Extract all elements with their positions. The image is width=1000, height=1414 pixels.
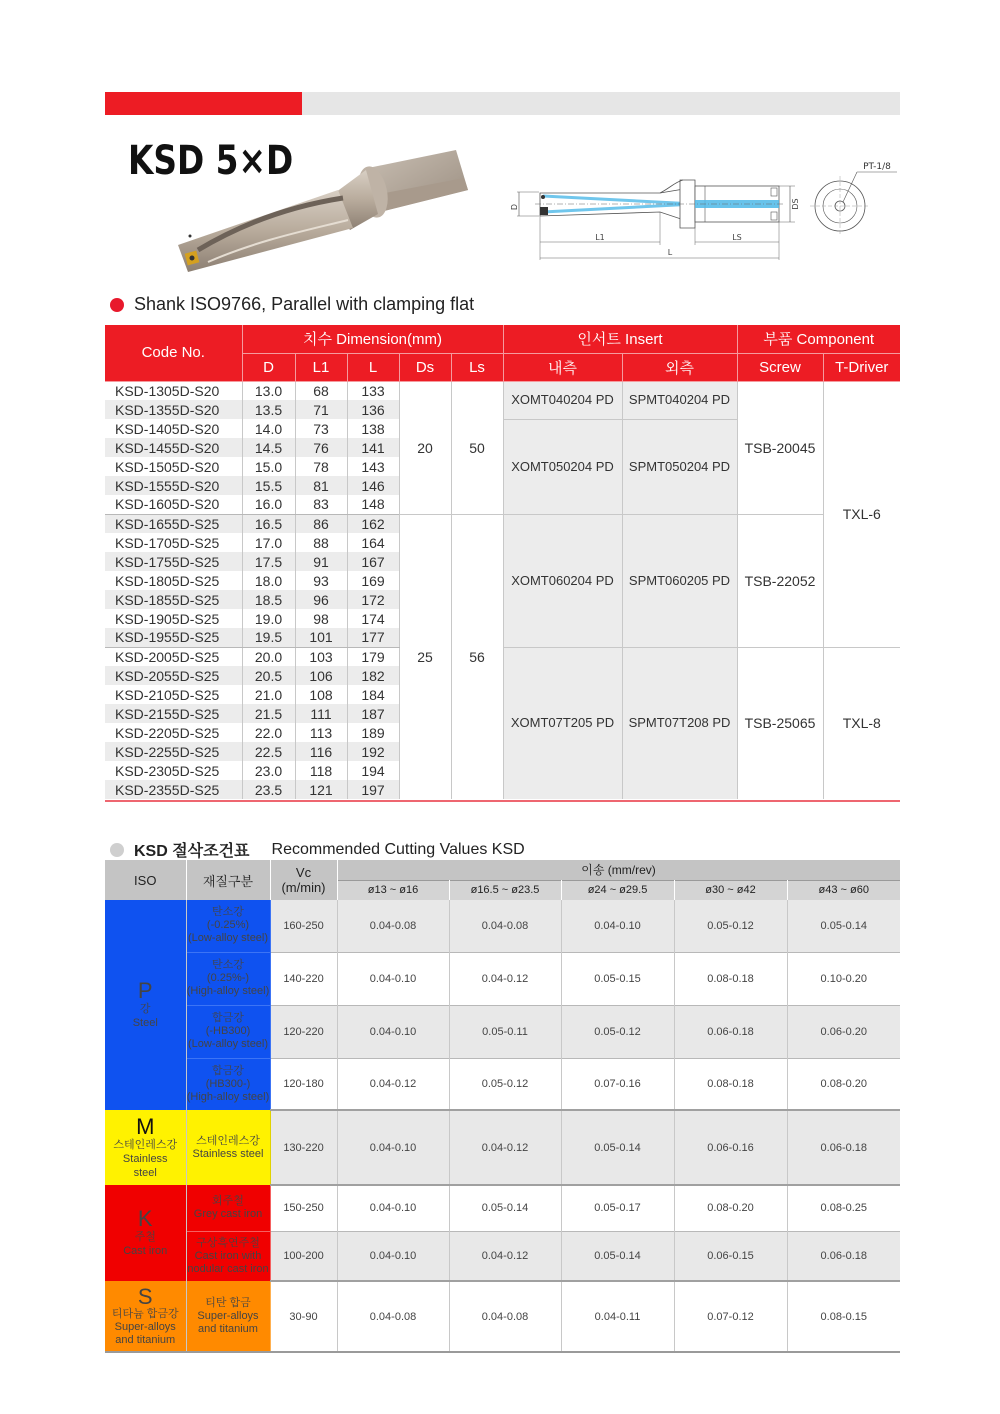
cell-l1: 113 — [295, 723, 347, 742]
material-eng: Stainless steel — [192, 1147, 264, 1160]
col-driver: T-Driver — [823, 353, 900, 381]
cell-feed: 0.08-0.20 — [674, 1185, 787, 1231]
spec-section-heading — [110, 294, 474, 315]
cell-l1: 81 — [295, 476, 347, 495]
cutting-section-title-kor: KSD 절삭조건표 — [134, 843, 250, 860]
cell-feed: 0.08-0.20 — [787, 1058, 900, 1110]
col-group-component: 부품 Component — [737, 325, 900, 353]
col-inner: 내측 — [503, 353, 622, 381]
cell-feed: 0.05-0.12 — [561, 1005, 674, 1058]
cutting-table — [105, 860, 901, 1351]
cell-feed: 0.04-0.11 — [561, 1281, 674, 1351]
cell-l: 172 — [347, 590, 399, 609]
material-eng: nodular cast iron — [187, 1262, 269, 1275]
cell-code: KSD-1855D-S25 — [105, 590, 242, 609]
material-cell — [186, 1110, 270, 1185]
cell-l1: 108 — [295, 685, 347, 704]
cell-vc: 120-220 — [270, 1005, 337, 1058]
cell-l: 189 — [347, 723, 399, 742]
iso-letter: K — [137, 1206, 153, 1231]
material-eng: Grey cast iron — [193, 1207, 263, 1220]
cell-feed: 0.10-0.20 — [787, 952, 900, 1005]
material-eng: (High-alloy steel) — [186, 985, 270, 997]
col-iso: ISO — [105, 860, 186, 900]
cell-code: KSD-2205D-S25 — [105, 723, 242, 742]
cell-feed: 0.05-0.15 — [561, 952, 674, 1005]
material-eng: (High-alloy steel) — [186, 1090, 270, 1103]
cell-code: KSD-1705D-S25 — [105, 533, 242, 552]
cell-code: KSD-2255D-S25 — [105, 742, 242, 761]
cell-code: KSD-2105D-S25 — [105, 685, 242, 704]
material-kor: 티탄 합금 — [205, 1296, 251, 1309]
cell-feed: 0.04-0.08 — [337, 1281, 449, 1351]
cell-insert-outer: SPMT060205 PD — [622, 514, 737, 647]
cell-feed: 0.04-0.08 — [337, 900, 449, 952]
material-cell — [186, 1058, 270, 1110]
iso-group-m — [105, 1110, 186, 1185]
cell-feed: 0.04-0.12 — [449, 1110, 561, 1185]
cell-d: 18.0 — [242, 571, 295, 590]
cell-l: 194 — [347, 761, 399, 780]
cell-insert-inner: XOMT040204 PD — [503, 381, 622, 419]
col-range-1: ø13 ~ ø16 — [337, 880, 449, 900]
cell-insert-outer: SPMT050204 PD — [622, 419, 737, 514]
material-cell — [186, 1185, 270, 1231]
cell-code: KSD-1655D-S25 — [105, 514, 242, 533]
cell-code: KSD-1605D-S20 — [105, 495, 242, 514]
col-range-2: ø16.5 ~ ø23.5 — [449, 880, 561, 900]
col-outer: 외측 — [622, 353, 737, 381]
material-kor: 합금강 — [212, 1012, 244, 1024]
cell-feed: 0.08-0.18 — [674, 952, 787, 1005]
cell-code: KSD-1305D-S20 — [105, 381, 242, 400]
iso-letter: M — [136, 1113, 155, 1139]
cell-screw: TSB-20045 — [737, 381, 823, 514]
cell-l1: 121 — [295, 780, 347, 799]
cell-code: KSD-1905D-S25 — [105, 609, 242, 628]
cell-screw: TSB-22052 — [737, 514, 823, 647]
col-material: 재질구분 — [186, 860, 270, 900]
cell-d: 17.5 — [242, 552, 295, 571]
cell-vc: 130-220 — [270, 1110, 337, 1185]
cell-d: 20.0 — [242, 647, 295, 666]
spec-table-bottom-rule — [105, 800, 900, 802]
cutting-section-title-eng: Recommended Cutting Values KSD — [271, 840, 525, 858]
cell-l: 179 — [347, 647, 399, 666]
spec-section-title: Shank ISO9766, Parallel with clamping flat — [134, 294, 475, 314]
page-title: KSD 5×D — [128, 138, 294, 184]
cell-l1: 71 — [295, 400, 347, 419]
iso-group-s — [105, 1281, 186, 1351]
cell-l: 146 — [347, 476, 399, 495]
cell-d: 15.0 — [242, 457, 295, 476]
cell-l1: 96 — [295, 590, 347, 609]
cell-code: KSD-1455D-S20 — [105, 438, 242, 457]
cell-feed: 0.08-0.15 — [787, 1281, 900, 1351]
col-vc-label: Vc — [295, 865, 312, 880]
cell-d: 22.5 — [242, 742, 295, 761]
cell-feed: 0.06-0.20 — [787, 1005, 900, 1058]
cell-driver: TXL-8 — [823, 647, 900, 799]
cell-l: 169 — [347, 571, 399, 590]
dim-l1-label: L1 — [595, 233, 605, 242]
cell-l: 177 — [347, 628, 399, 647]
cell-feed: 0.06-0.16 — [674, 1110, 787, 1185]
cell-l1: 91 — [295, 552, 347, 571]
cell-d: 20.5 — [242, 666, 295, 685]
cell-driver: TXL-6 — [823, 381, 900, 647]
cell-l: 192 — [347, 742, 399, 761]
material-cell — [186, 1005, 270, 1058]
iso-kor: 강 — [139, 1003, 151, 1015]
cell-feed: 0.04-0.12 — [449, 1231, 561, 1281]
cell-feed: 0.06-0.15 — [674, 1231, 787, 1281]
material-kor: 합금강 — [212, 1064, 244, 1077]
cell-d: 21.0 — [242, 685, 295, 704]
material-spec: (-0.25%) — [206, 919, 250, 932]
cell-l: 141 — [347, 438, 399, 457]
material-kor: 회주철 — [212, 1194, 244, 1207]
cell-insert-outer: SPMT040204 PD — [622, 381, 737, 419]
cutting-table-bottom-rule — [105, 1351, 900, 1353]
iso-kor: 스테인레스강 — [113, 1138, 178, 1151]
cell-d: 17.0 — [242, 533, 295, 552]
cell-feed: 0.05-0.14 — [561, 1231, 674, 1281]
cell-feed: 0.05-0.14 — [561, 1110, 674, 1185]
iso-kor: 주철 — [134, 1231, 156, 1243]
cell-code: KSD-2055D-S25 — [105, 666, 242, 685]
cell-l1: 101 — [295, 628, 347, 647]
cell-feed: 0.04-0.08 — [449, 1281, 561, 1351]
iso-group-k — [105, 1185, 186, 1281]
col-range-3: ø24 ~ ø29.5 — [561, 880, 674, 900]
material-kor: 탄소강 — [212, 906, 244, 919]
cell-l1: 116 — [295, 742, 347, 761]
iso-eng: and titanium — [115, 1333, 176, 1346]
cell-feed: 0.04-0.08 — [449, 900, 561, 952]
cell-code: KSD-1555D-S20 — [105, 476, 242, 495]
cell-feed: 0.05-0.12 — [449, 1058, 561, 1110]
cell-feed: 0.07-0.12 — [674, 1281, 787, 1351]
spec-table — [105, 325, 900, 799]
cell-code: KSD-1955D-S25 — [105, 628, 242, 647]
cell-code: KSD-1405D-S20 — [105, 419, 242, 438]
iso-letter: P — [137, 978, 153, 1003]
cell-code: KSD-2355D-S25 — [105, 780, 242, 799]
material-eng: (Low-alloy steel) — [187, 1038, 269, 1050]
cell-l: 136 — [347, 400, 399, 419]
col-group-insert: 인서트 Insert — [503, 325, 737, 353]
drill-product-image — [178, 150, 468, 275]
cell-d: 23.0 — [242, 761, 295, 780]
cell-ls: 56 — [451, 514, 503, 799]
cell-feed: 0.05-0.11 — [449, 1005, 561, 1058]
cell-feed: 0.04-0.12 — [449, 952, 561, 1005]
cell-l1: 68 — [295, 381, 347, 400]
cell-d: 16.0 — [242, 495, 295, 514]
material-kor: 탄소강 — [212, 959, 244, 971]
cell-feed: 0.08-0.18 — [674, 1058, 787, 1110]
cell-vc: 150-250 — [270, 1185, 337, 1231]
cell-feed: 0.06-0.18 — [787, 1110, 900, 1185]
cell-code: KSD-1755D-S25 — [105, 552, 242, 571]
cell-code: KSD-1505D-S20 — [105, 457, 242, 476]
pt-label: PT-1/8 — [863, 162, 891, 172]
material-eng: Cast iron with — [194, 1249, 262, 1262]
col-ls: Ls — [451, 353, 503, 381]
col-code: Code No. — [105, 325, 242, 381]
dim-ds-label: DS — [791, 198, 800, 210]
col-group-feed: 이송 (mm/rev) — [337, 860, 900, 880]
cell-screw: TSB-25065 — [737, 647, 823, 799]
cell-vc: 160-250 — [270, 900, 337, 952]
cell-insert-inner: XOMT07T205 PD — [503, 647, 622, 799]
dim-l-label: L — [667, 248, 673, 257]
cell-l1: 106 — [295, 666, 347, 685]
cell-insert-inner: XOMT060204 PD — [503, 514, 622, 647]
col-vc-unit: (m/min) — [281, 880, 326, 895]
material-kor: 구상흑연주철 — [196, 1236, 260, 1249]
cell-ds: 20 — [399, 381, 451, 514]
cell-feed: 0.05-0.14 — [449, 1185, 561, 1231]
iso-group-p — [105, 900, 186, 1110]
cell-d: 13.0 — [242, 381, 295, 400]
cell-feed: 0.05-0.14 — [787, 900, 900, 952]
cell-d: 19.0 — [242, 609, 295, 628]
cell-vc: 100-200 — [270, 1231, 337, 1281]
col-screw: Screw — [737, 353, 823, 381]
cell-d: 15.5 — [242, 476, 295, 495]
col-group-dimension: 치수 Dimension(mm) — [242, 325, 503, 353]
dim-d-label: D — [510, 203, 519, 211]
top-accent-bar — [105, 92, 900, 115]
cell-l: 174 — [347, 609, 399, 628]
cell-l1: 88 — [295, 533, 347, 552]
col-vc — [270, 860, 337, 900]
cell-feed: 0.04-0.12 — [337, 1058, 449, 1110]
cell-l: 167 — [347, 552, 399, 571]
col-ds: Ds — [399, 353, 451, 381]
cell-vc: 140-220 — [270, 952, 337, 1005]
cell-vc: 30-90 — [270, 1281, 337, 1351]
cell-d: 19.5 — [242, 628, 295, 647]
material-kor: 스테인레스강 — [196, 1134, 260, 1147]
cell-l1: 103 — [295, 647, 347, 666]
cell-feed: 0.05-0.12 — [674, 900, 787, 952]
cell-feed: 0.08-0.25 — [787, 1185, 900, 1231]
cell-l: 138 — [347, 419, 399, 438]
cell-ls: 50 — [451, 381, 503, 514]
col-d: D — [242, 353, 295, 381]
cell-vc: 120-180 — [270, 1058, 337, 1110]
cell-d: 22.0 — [242, 723, 295, 742]
material-cell — [186, 900, 270, 952]
iso-eng: Stainless — [122, 1152, 168, 1165]
cell-feed: 0.06-0.18 — [674, 1005, 787, 1058]
material-cell — [186, 1281, 270, 1351]
cell-l1: 98 — [295, 609, 347, 628]
col-range-4: ø30 ~ ø42 — [674, 880, 787, 900]
cell-insert-inner: XOMT050204 PD — [503, 419, 622, 514]
material-eng: (Low-alloy steel) — [187, 932, 269, 945]
cell-ds: 25 — [399, 514, 451, 799]
cell-l1: 86 — [295, 514, 347, 533]
top-accent-red — [105, 92, 302, 115]
cell-l: 143 — [347, 457, 399, 476]
cell-code: KSD-2305D-S25 — [105, 761, 242, 780]
cell-insert-outer: SPMT07T208 PD — [622, 647, 737, 799]
cell-d: 14.0 — [242, 419, 295, 438]
cell-code: KSD-1805D-S25 — [105, 571, 242, 590]
cell-d: 23.5 — [242, 780, 295, 799]
cell-d: 16.5 — [242, 514, 295, 533]
cell-feed: 0.04-0.10 — [561, 900, 674, 952]
cell-l1: 93 — [295, 571, 347, 590]
cell-code: KSD-2155D-S25 — [105, 704, 242, 723]
cell-d: 14.5 — [242, 438, 295, 457]
material-spec: (HB300-) — [205, 1077, 251, 1090]
cell-l: 162 — [347, 514, 399, 533]
iso-letter: S — [137, 1283, 153, 1309]
cell-feed: 0.06-0.18 — [787, 1231, 900, 1281]
cell-l1: 83 — [295, 495, 347, 514]
cell-l1: 118 — [295, 761, 347, 780]
cell-l: 182 — [347, 666, 399, 685]
cell-l1: 111 — [295, 704, 347, 723]
material-eng: and titanium — [198, 1322, 258, 1335]
material-cell — [186, 952, 270, 1005]
cell-code: KSD-1355D-S20 — [105, 400, 242, 419]
cell-feed: 0.04-0.10 — [337, 1185, 449, 1231]
material-eng: Super-alloys — [197, 1309, 259, 1322]
cell-d: 21.5 — [242, 704, 295, 723]
cell-d: 18.5 — [242, 590, 295, 609]
gray-bullet-icon — [110, 843, 124, 857]
cell-code: KSD-2005D-S25 — [105, 647, 242, 666]
iso-kor: 티타늄 합금강 — [111, 1307, 179, 1320]
cell-l: 164 — [347, 533, 399, 552]
iso-eng: Steel — [132, 1017, 158, 1029]
cell-feed: 0.04-0.10 — [337, 1005, 449, 1058]
red-bullet-icon — [110, 298, 124, 312]
dim-ls-label: LS — [732, 233, 742, 242]
col-l1: L1 — [295, 353, 347, 381]
cell-l1: 73 — [295, 419, 347, 438]
material-cell — [186, 1231, 270, 1281]
cell-l1: 78 — [295, 457, 347, 476]
cutting-section-heading — [110, 838, 525, 861]
technical-drawing — [505, 150, 905, 270]
iso-eng: Super-alloys — [114, 1320, 176, 1333]
cell-l: 187 — [347, 704, 399, 723]
cell-l: 197 — [347, 780, 399, 799]
cell-feed: 0.05-0.17 — [561, 1185, 674, 1231]
iso-eng: Cast iron — [123, 1245, 168, 1257]
cell-feed: 0.04-0.10 — [337, 1110, 449, 1185]
iso-eng: steel — [133, 1166, 157, 1179]
col-range-5: ø43 ~ ø60 — [787, 880, 900, 900]
cell-l: 148 — [347, 495, 399, 514]
cell-l: 133 — [347, 381, 399, 400]
cell-feed: 0.07-0.16 — [561, 1058, 674, 1110]
material-spec: (-HB300) — [205, 1025, 251, 1037]
cell-l: 184 — [347, 685, 399, 704]
cell-feed: 0.04-0.10 — [337, 1231, 449, 1281]
cell-feed: 0.04-0.10 — [337, 952, 449, 1005]
cell-d: 13.5 — [242, 400, 295, 419]
cell-l1: 76 — [295, 438, 347, 457]
material-spec: (0.25%-) — [206, 972, 250, 984]
col-l: L — [347, 353, 399, 381]
